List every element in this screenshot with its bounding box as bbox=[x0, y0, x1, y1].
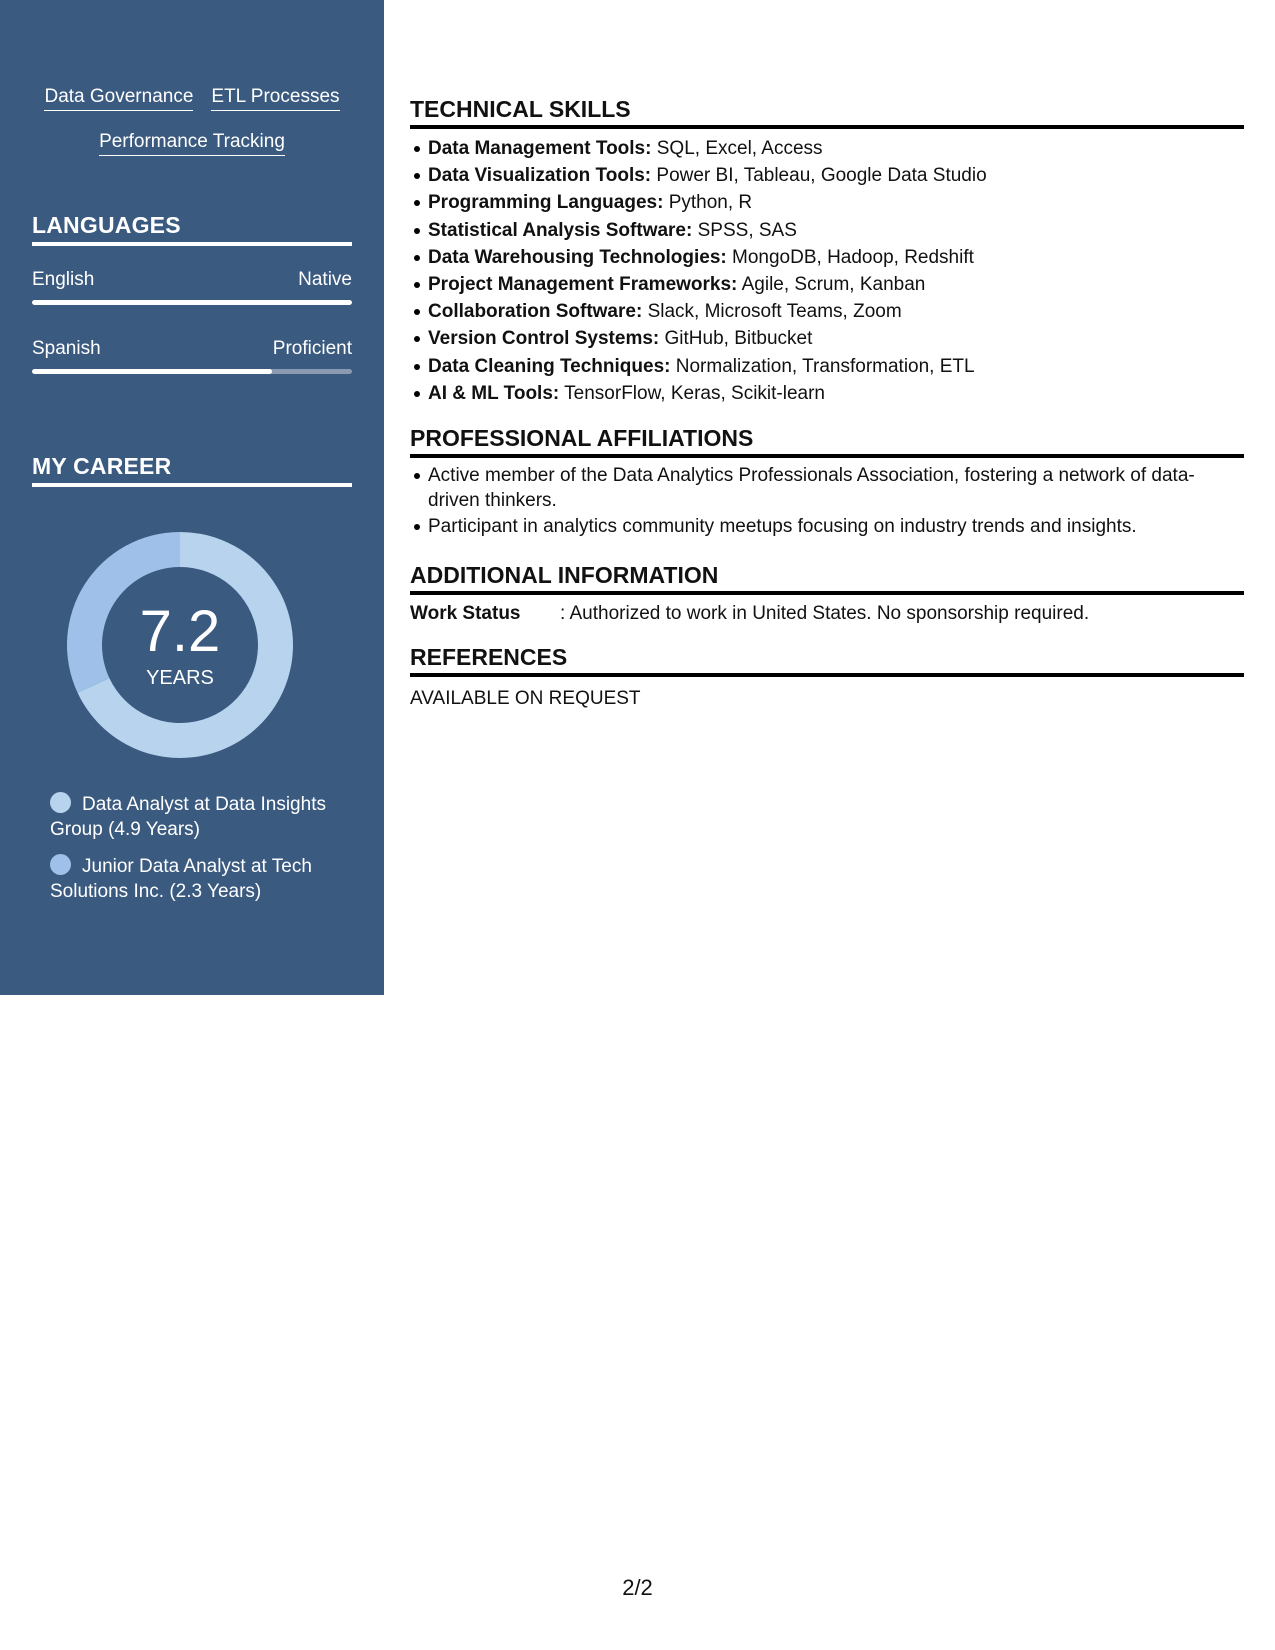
language-bar-spanish bbox=[32, 369, 352, 374]
language-bar-fill bbox=[32, 300, 352, 305]
skill-category-label: Data Visualization Tools: bbox=[428, 165, 652, 187]
career-item bbox=[50, 792, 340, 842]
language-level: Native bbox=[298, 269, 352, 290]
skill-category-value: MongoDB, Hadoop, Redshift bbox=[732, 246, 974, 268]
skill-category-label: Version Control Systems: bbox=[428, 328, 660, 350]
skill-category-value: Power BI, Tableau, Google Data Studio bbox=[656, 165, 987, 187]
list-item bbox=[428, 189, 1238, 216]
additional-information-heading: ADDITIONAL INFORMATION bbox=[410, 561, 1244, 595]
list-item bbox=[428, 271, 1238, 298]
skill-category-label: Data Cleaning Techniques: bbox=[428, 355, 671, 377]
skill-category-label: Collaboration Software: bbox=[428, 301, 643, 323]
skill-category-label: Programming Languages: bbox=[428, 192, 664, 214]
career-total-years: 7.2 bbox=[139, 599, 221, 664]
references-heading: REFERENCES bbox=[410, 643, 1244, 677]
skill-tag: Performance Tracking bbox=[99, 131, 285, 156]
career-total-unit: YEARS bbox=[146, 667, 214, 689]
languages-heading: LANGUAGES bbox=[32, 211, 352, 246]
work-status-label: Work Status bbox=[410, 603, 521, 624]
language-row-english bbox=[32, 268, 352, 292]
list-item bbox=[428, 162, 1238, 189]
skill-category-value: TensorFlow, Keras, Scikit-learn bbox=[564, 382, 825, 404]
list-item bbox=[428, 298, 1238, 325]
technical-skills-heading: TECHNICAL SKILLS bbox=[410, 95, 1244, 129]
list-item bbox=[428, 135, 1238, 162]
language-bar-fill bbox=[32, 369, 272, 374]
skill-category-value: SQL, Excel, Access bbox=[656, 138, 823, 159]
skill-category-label: Data Management Tools: bbox=[428, 138, 652, 159]
language-name: English bbox=[32, 269, 95, 290]
skill-category-label: Statistical Analysis Software: bbox=[428, 219, 693, 241]
language-level: Proficient bbox=[272, 338, 352, 359]
skill-category-label: AI & ML Tools: bbox=[428, 382, 560, 404]
list-item bbox=[428, 217, 1238, 244]
list-item: Active member of the Data Analytics Professionals Association, fostering a network of data-driven thinkers. bbox=[428, 464, 1238, 513]
sidebar bbox=[0, 0, 384, 995]
skill-category-value: GitHub, Bitbucket bbox=[664, 328, 813, 350]
list-item bbox=[428, 380, 1238, 407]
skill-tags bbox=[32, 86, 352, 156]
language-name: Spanish bbox=[32, 338, 101, 359]
skill-category-label: Data Warehousing Technologies: bbox=[428, 246, 727, 268]
skill-category-value: SPSS, SAS bbox=[697, 219, 797, 241]
references-text: AVAILABLE ON REQUEST bbox=[410, 688, 641, 709]
list-item bbox=[428, 353, 1238, 380]
skill-tag: Data Governance bbox=[44, 86, 193, 111]
affiliations-heading: PROFESSIONAL AFFILIATIONS bbox=[410, 424, 1244, 458]
skill-tag: ETL Processes bbox=[211, 86, 339, 111]
career-item bbox=[50, 854, 340, 904]
skill-category-value: Slack, Microsoft Teams, Zoom bbox=[647, 301, 902, 323]
skill-category-value: Agile, Scrum, Kanban bbox=[741, 274, 926, 296]
career-item-label: Data Analyst at Data Insights Group (4.9 Years) bbox=[50, 794, 326, 840]
skill-category-value: Python, R bbox=[668, 192, 753, 214]
skill-category-value: Normalization, Transformation, ETL bbox=[675, 355, 975, 377]
language-row-spanish bbox=[32, 337, 352, 361]
legend-dot-icon bbox=[50, 854, 71, 875]
list-item bbox=[428, 244, 1238, 271]
language-bar-english bbox=[32, 300, 352, 305]
work-status-row bbox=[410, 601, 1089, 627]
page-number: 2/2 bbox=[622, 1575, 653, 1600]
list-item: Participant in analytics community meetups focusing on industry trends and insights. bbox=[428, 515, 1238, 540]
affiliations-list bbox=[410, 464, 1238, 542]
skill-category-label: Project Management Frameworks: bbox=[428, 274, 738, 296]
career-heading: MY CAREER bbox=[32, 452, 352, 487]
legend-dot-icon bbox=[50, 792, 71, 813]
work-status-value: : Authorized to work in United States. No sponsorship required. bbox=[560, 603, 1090, 624]
career-item-label: Junior Data Analyst at Tech Solutions Inc. (2.3 Years) bbox=[50, 856, 312, 902]
list-item bbox=[428, 325, 1238, 352]
technical-skills-list bbox=[410, 135, 1238, 407]
